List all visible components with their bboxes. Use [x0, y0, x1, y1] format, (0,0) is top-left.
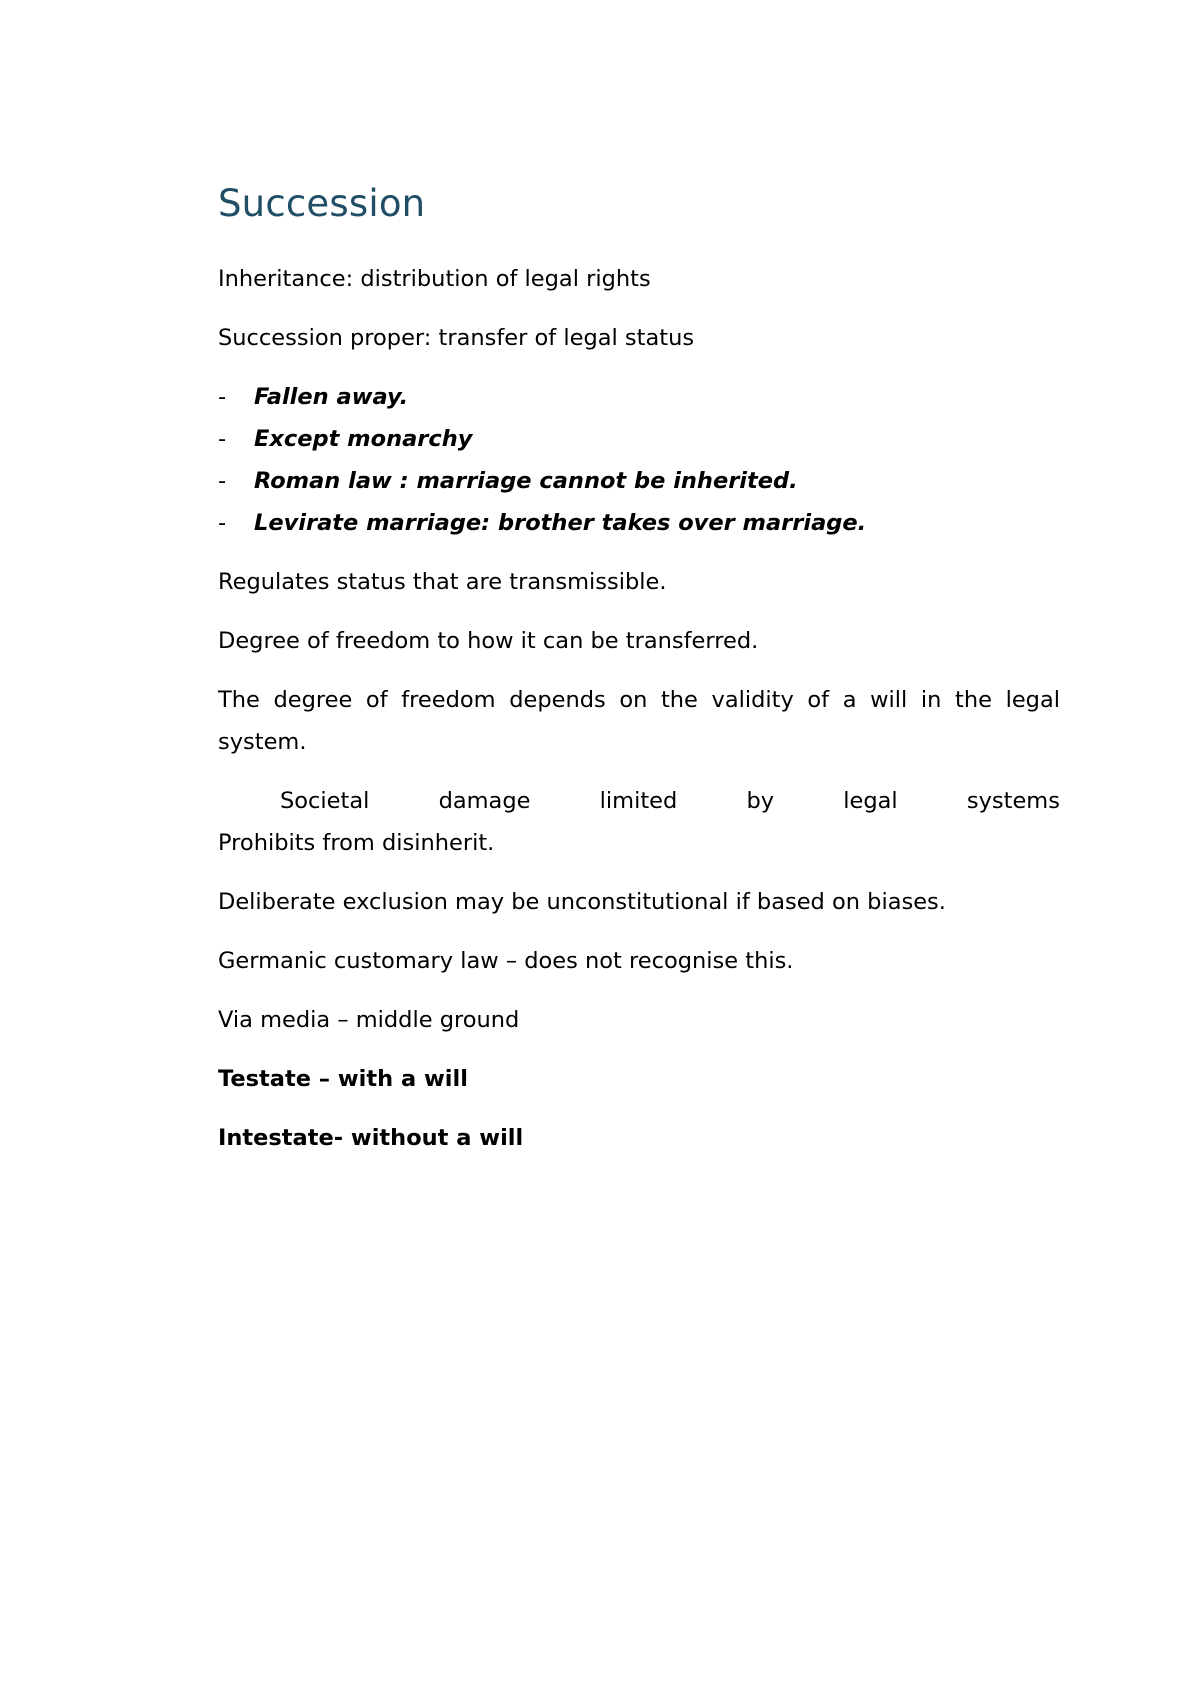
bullet-list [218, 376, 1060, 544]
paragraph-germanic-law: Germanic customary law – does not recognise this. [218, 948, 794, 974]
paragraph-continuation: Prohibits from disinherit. [218, 830, 495, 856]
word: damage [438, 788, 531, 814]
paragraph-inheritance: Inheritance: distribution of legal rights [218, 266, 651, 292]
bullet-text: Levirate marriage: brother takes over marriage. [254, 510, 867, 536]
paragraph-testate: Testate – with a will [218, 1066, 468, 1092]
paragraph-succession-proper: Succession proper: transfer of legal status [218, 325, 695, 351]
paragraph-via-media: Via media – middle ground [218, 1007, 520, 1033]
bullet-text: Fallen away. [254, 384, 409, 410]
list-item [218, 502, 1060, 544]
list-item [218, 418, 1060, 460]
word: by [746, 788, 775, 814]
list-item [218, 460, 1060, 502]
bullet-dash: - [218, 468, 227, 494]
bullet-text: Roman law : marriage cannot be inherited. [254, 468, 798, 494]
word: Societal [280, 788, 370, 814]
document-title: Succession [218, 182, 426, 225]
paragraph-intestate: Intestate- without a will [218, 1125, 524, 1151]
list-item [218, 376, 1060, 418]
paragraph-deliberate-exclusion: Deliberate exclusion may be unconstitutional if based on biases. [218, 889, 946, 915]
bullet-dash: - [218, 510, 227, 536]
justified-line [218, 780, 1060, 822]
paragraph-degree-freedom: Degree of freedom to how it can be transferred. [218, 628, 759, 654]
bullet-dash: - [218, 426, 227, 452]
paragraph-regulates: Regulates status that are transmissible. [218, 569, 667, 595]
word: legal [843, 788, 898, 814]
paragraph-societal-damage [218, 780, 1060, 864]
bullet-dash: - [218, 384, 227, 410]
word: limited [599, 788, 678, 814]
bullet-text: Except monarchy [254, 426, 473, 452]
paragraph-validity-will: The degree of freedom depends on the validity of a will in the legal system. [218, 687, 1060, 755]
word: systems [966, 788, 1060, 814]
